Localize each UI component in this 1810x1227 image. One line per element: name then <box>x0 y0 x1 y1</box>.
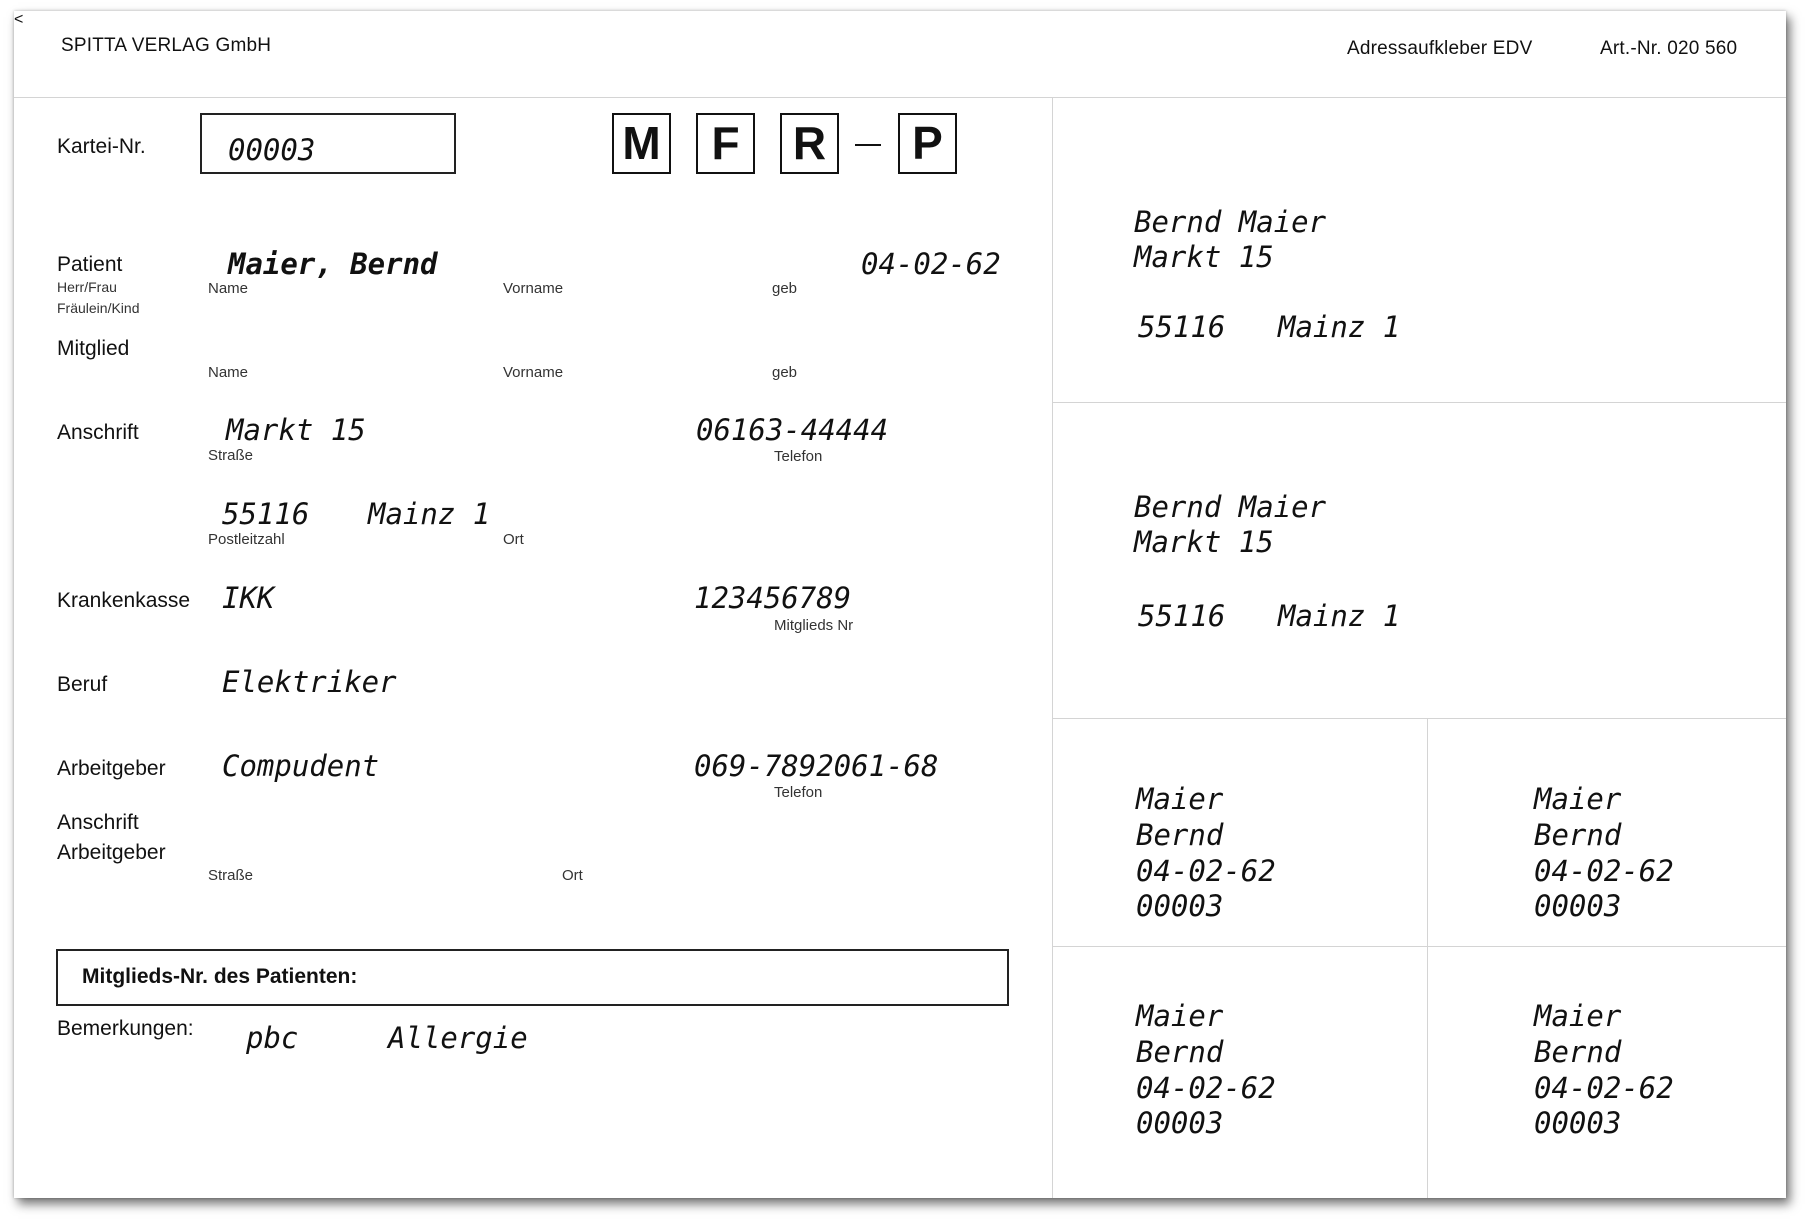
postal-code-value[interactable]: 55116 <box>222 497 310 531</box>
employer-phone-value[interactable]: 069-7892061-68 <box>694 749 939 783</box>
label-divider-3 <box>1052 946 1786 947</box>
member-number-box[interactable] <box>56 949 1009 1006</box>
letter-dash <box>855 144 881 146</box>
letter-box-p[interactable]: P <box>898 113 957 174</box>
insurance-number-caption: Mitglieds Nr <box>774 617 854 634</box>
label2-name: Bernd Maier <box>1134 490 1327 524</box>
label1-street: Markt 15 <box>1134 240 1274 274</box>
remarks-label: Bemerkungen: <box>57 1017 194 1040</box>
employer-value[interactable]: Compudent <box>222 749 380 783</box>
employer-label: Arbeitgeber <box>57 757 166 780</box>
occupation-label: Beruf <box>57 673 108 696</box>
patient-name-value[interactable]: Maier, Bernd <box>228 247 438 281</box>
member-name-caption: Name <box>208 364 249 381</box>
member-label: Mitglied <box>57 337 130 360</box>
label2-city: Mainz 1 <box>1278 599 1401 633</box>
label-divider-2 <box>1052 718 1786 719</box>
address-label: Anschrift <box>57 421 139 444</box>
label2-street: Markt 15 <box>1134 525 1274 559</box>
patient-label: Patient <box>57 253 123 276</box>
phone-value[interactable]: 06163-44444 <box>696 413 889 447</box>
employer-phone-caption: Telefon <box>774 784 823 801</box>
small2-firstname: Bernd <box>1534 818 1622 852</box>
small2-dob: 04-02-62 <box>1534 854 1674 888</box>
remarks-value-1[interactable]: pbc <box>246 1021 299 1055</box>
label1-name: Bernd Maier <box>1134 205 1327 239</box>
kartei-number-value: 00003 <box>228 133 316 167</box>
member-number-label: Mitglieds-Nr. des Patienten: <box>82 965 358 988</box>
label1-plz: 55116 <box>1138 310 1226 344</box>
city-value[interactable]: Mainz 1 <box>368 497 491 531</box>
label-divider-1 <box>1052 402 1786 403</box>
employer-address-label-2: Arbeitgeber <box>57 841 166 864</box>
label1-city: Mainz 1 <box>1278 310 1401 344</box>
small1-surname: Maier <box>1136 782 1224 816</box>
employer-address-label-1: Anschrift <box>57 811 139 834</box>
letter-box-r[interactable]: R <box>780 113 839 174</box>
kartei-number-field[interactable] <box>200 113 456 174</box>
member-firstname-caption: Vorname <box>503 364 564 381</box>
member-dob-caption: geb <box>772 364 798 381</box>
phone-caption: Telefon <box>774 448 823 465</box>
small3-dob: 04-02-62 <box>1136 1071 1276 1105</box>
record-card: SPITTA VERLAG GmbH Adressaufkleber EDV Art.-Nr. 020 560 Kartei-Nr. 00003 M F R P Patient Herr/Frau Fräulein/Kind Maier, Bernd 04-02-62 Name Vorname geb Mitglied Name Vorname geb Anschrift Markt 15 06163-44444 Straße Telefon 55116 Mainz 1 Postleitzahl Ort Krankenkasse IKK 123456789 Mitglieds Nr Beruf Elektriker Arbeitgeber Compudent 069-7892061-68 Telefon Anschrift Arbeitgeber Straße Ort Mitglieds-Nr. des Patienten: Bemerkungen: pbc Allergie Bernd Maier Markt 15 55116 Mainz 1 Bernd Maier Markt 15 55116 Mainz 1 < Maier Bernd 04-02-62 00003 Maier Bernd 04-02-62 00003 Maier Bernd 04-02-62 00003 Maier Bernd 04-02-62 00003 <box>14 11 1786 1198</box>
publisher-name: SPITTA VERLAG GmbH <box>61 35 272 56</box>
letter-box-f[interactable]: F <box>696 113 755 174</box>
city-caption: Ort <box>503 531 524 548</box>
small1-firstname: Bernd <box>1136 818 1224 852</box>
small1-id: 00003 <box>1136 889 1224 923</box>
small1-dob: 04-02-62 <box>1136 854 1276 888</box>
small2-surname: Maier <box>1534 782 1622 816</box>
small2-id: 00003 <box>1534 889 1622 923</box>
insurance-value[interactable]: IKK <box>222 581 275 615</box>
letter-box-m[interactable]: M <box>612 113 671 174</box>
postal-code-caption: Postleitzahl <box>208 531 285 548</box>
product-name: Adressaufkleber EDV <box>1347 38 1533 59</box>
occupation-value[interactable]: Elektriker <box>222 665 397 699</box>
patient-name-caption: Name <box>208 280 249 297</box>
small4-firstname: Bernd <box>1534 1035 1622 1069</box>
kartei-label: Kartei-Nr. <box>57 135 146 158</box>
small4-dob: 04-02-62 <box>1534 1071 1674 1105</box>
employer-street-caption: Straße <box>208 867 254 884</box>
street-caption: Straße <box>208 447 254 464</box>
article-number: Art.-Nr. 020 560 <box>1600 38 1738 59</box>
patient-firstname-caption: Vorname <box>503 280 564 297</box>
label-column-divider <box>1052 97 1053 1198</box>
patient-dob-value[interactable]: 04-02-62 <box>861 247 1001 281</box>
small3-firstname: Bernd <box>1136 1035 1224 1069</box>
small4-surname: Maier <box>1534 999 1622 1033</box>
label2-plz: 55116 <box>1138 599 1226 633</box>
small4-id: 00003 <box>1534 1106 1622 1140</box>
label-mid-divider <box>1427 718 1428 1198</box>
remarks-value-2[interactable]: Allergie <box>388 1021 528 1055</box>
patient-dob-caption: geb <box>772 280 798 297</box>
insurance-number-value[interactable]: 123456789 <box>694 581 852 615</box>
small3-surname: Maier <box>1136 999 1224 1033</box>
patient-salutation-2: Fräulein/Kind <box>57 300 140 316</box>
header-divider <box>14 97 1786 98</box>
small3-id: 00003 <box>1136 1106 1224 1140</box>
street-value[interactable]: Markt 15 <box>226 413 366 447</box>
insurance-label: Krankenkasse <box>57 589 191 612</box>
patient-salutation-1: Herr/Frau <box>57 279 117 295</box>
employer-city-caption: Ort <box>562 867 583 884</box>
